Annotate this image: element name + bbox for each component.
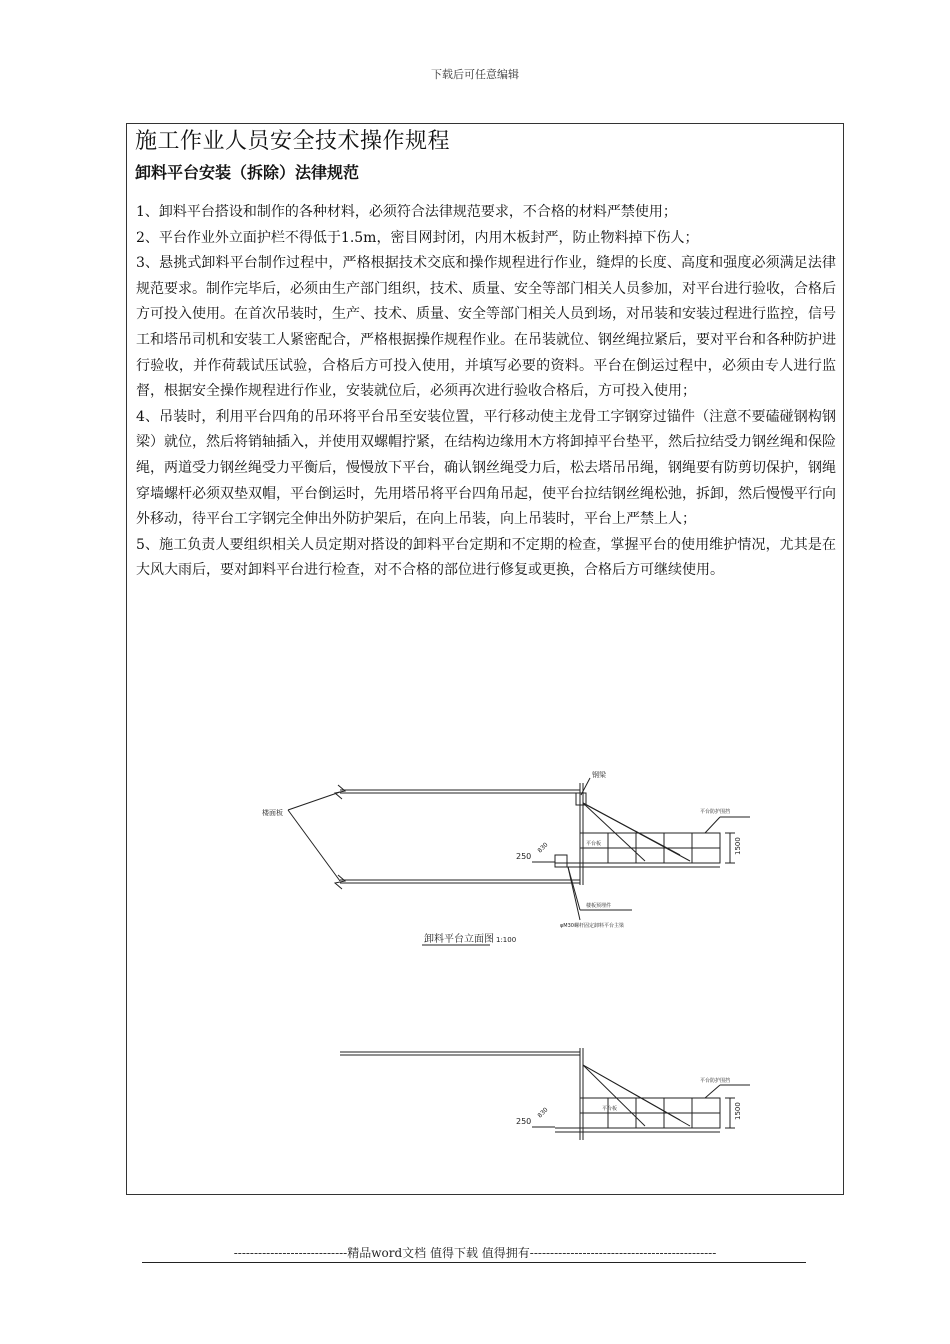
dim-250-2: 250 <box>516 1117 532 1126</box>
label-guard-2: 平台防护围挡 <box>700 1078 731 1084</box>
platform-elevation-drawing <box>250 755 750 955</box>
label-platform: 平台板 <box>586 841 602 847</box>
document-subtitle: 卸料平台安装（拆除）法律规范 <box>135 163 360 182</box>
document-body <box>136 200 836 584</box>
paragraph-5: 5、施工负责人要组织相关人员定期对搭设的卸料平台定期和不定期的检查，掌握平台的使用维护情况，尤其是在大风大雨后，要对卸料平台进行检查，对不合格的部位进行修复或更换，合格后方可继续使用。 <box>136 536 836 579</box>
dim-830: 830 <box>536 841 550 855</box>
header-note: 下载后可任意编辑 <box>431 68 519 81</box>
label-beam: 钢梁 <box>592 771 606 779</box>
drawing-scale: 1:100 <box>496 936 517 944</box>
label-anchor-a: 楼板预埋件 <box>586 903 612 909</box>
paragraph-3: 3、悬挑式卸料平台制作过程中，严格根据技术交底和操作规程进行作业，缝焊的长度、高度和强度必须满足法律规范要求。制作完毕后，必须由生产部门组织，技术、质量、安全等部门相关人员参加，对平台进行验收，合格后方可投入使用。在首次吊装时，生产、技术、质量、安全等部门相关人员到场，对吊装和安装过程进行监控，信号工和塔吊司机和安装工人紧密配合，严格根据操作规程作业。在吊装就位、钢丝绳拉紧后，要对平台和各种防护进行验收，并作荷载试压试验，合格后方可投入使用，并填写必要的资料。平台在倒运过程中，必须由专人进行监督，根据安全操作规程进行作业，安装就位后，必须再次进行验收合格后，方可投入使用； <box>136 255 836 400</box>
paragraph-2: 2、平台作业外立面护栏不得低于1.5m，密目网封闭，内用木板封严，防止物料掉下伤人； <box>136 229 699 246</box>
label-guard: 平台防护围挡 <box>700 809 731 815</box>
paragraph-1: 1、卸料平台搭设和制作的各种材料，必须符合法律规范要求，不合格的材料严禁使用； <box>136 204 677 220</box>
label-floor: 楼面板 <box>262 809 283 817</box>
dim-1500-2: 1500 <box>734 1102 742 1120</box>
document-title: 施工作业人员安全技术操作规程 <box>135 129 451 154</box>
label-anchor-b: φM30螺杆固定卸料平台主梁 <box>560 923 624 929</box>
dim-830-2: 830 <box>536 1106 550 1120</box>
footer-rule <box>142 1262 806 1263</box>
dim-1500: 1500 <box>734 837 742 855</box>
label-platform-2: 平台板 <box>602 1106 618 1112</box>
platform-elevation-drawing-2 <box>250 1040 750 1150</box>
drawing-caption: 卸料平台立面图 <box>424 934 494 945</box>
footer-text: ----------------------------精品word文档 值得下载 值得拥有---------------------------------------------- <box>233 1246 717 1260</box>
dim-250: 250 <box>516 852 532 861</box>
paragraph-4: 4、吊装时，利用平台四角的吊环将平台吊至安装位置，平行移动使主龙骨工字钢穿过锚件（注意不要磕碰钢构钢梁）就位，然后将销轴插入，并使用双螺帽拧紧，在结构边缘用木方将卸掉平台垫平，然后拉结受力钢丝绳和保险绳，两道受力钢丝绳受力平衡后，慢慢放下平台，确认钢丝绳受力后，松去塔吊吊绳，钢绳要有防剪切保护，钢绳穿墙螺杆必须双垫双帽，平台倒运时，先用塔吊将平台四角吊起，使平台拉结钢丝绳松弛，拆卸，然后慢慢平行向外移动，待平台工字钢完全伸出外防护架后，在向上吊装，向上吊装时，平台上严禁上人； <box>136 408 836 528</box>
